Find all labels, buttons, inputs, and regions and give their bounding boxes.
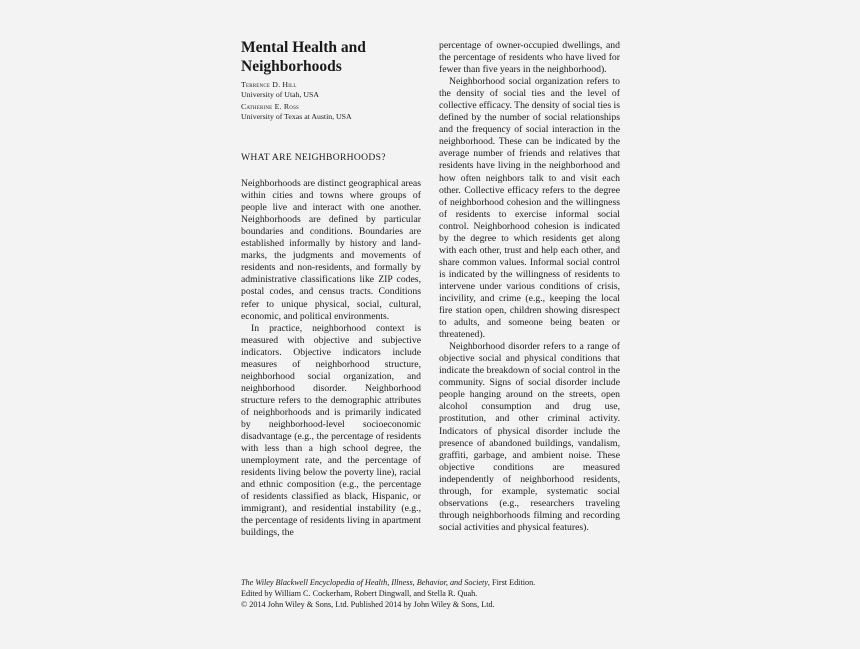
title-line-1: Mental Health and [241, 39, 366, 56]
publication-footer [241, 577, 641, 610]
author-block [241, 80, 421, 122]
article-title [241, 38, 421, 76]
footer-editors: Edited by William C. Cockerham, Robert Dingwall, and Stella R. Quah. [241, 589, 478, 598]
right-column [439, 40, 620, 534]
encyclopedia-title: The Wiley Blackwell Encyclopedia of Health, Illness, Behavior, and Society [241, 578, 488, 587]
author-1-name: Terrence D. Hill [241, 80, 297, 89]
author-2-affiliation: University of Texas at Austin, USA [241, 112, 352, 121]
author-1-affiliation: University of Utah, USA [241, 90, 319, 99]
edition-text: , First Edition. [487, 578, 536, 587]
paragraph: Neighborhood disorder refers to a range of objective social and physical conditions that indicate the breakdown of social control in the community. Signs of social disorder include people hanging around on the streets, open alcohol consumption and drug use, prostitution, and other criminal activity. Indicators of physical disorder include the presence of abandoned buildings, vandalism, graffiti, garbage, and ambient noise. These objective conditions are measured independently of neighborhood residents, through, for example, systematic social observations (e.g., researchers traveling through neighborhoods filming and recording social activities and physical features). [439, 341, 620, 533]
paragraph: Neighborhoods are distinct geographical areas within cities and towns where groups of people live and interact with one another. Neighborhoods are defined by particular boundaries and conditions. Boundaries are established informally by history and land-marks, the judgments and movements of residents and non-residents, and formally by administrative classifications like ZIP codes, postal codes, and census tracts. Conditions refer to unique physical, social, cultural, economic, and political environments. [241, 178, 421, 322]
footer-copyright: © 2014 John Wiley & Sons, Ltd. Published 2014 by John Wiley & Sons, Ltd. [241, 600, 495, 609]
section-heading: WHAT ARE NEIGHBORHOODS? [241, 152, 386, 163]
paragraph: In practice, neighborhood context is measured with objective and subjective indicators. Objective indicators include measures of neighborhood structure, neighborhood social organization, and neighborhood disorder. Neighborhood structure refers to the demographic attributes of neighborhoods and is primarily indicated by neighborhood-level socioeconomic disadvantage (e.g., the percentage of residents with less than a high school degree, the unemployment rate, and the percentage of residents living below the poverty line), racial and ethnic composition (e.g., the percentage of residents classified as black, Hispanic, or immigrant), and residential instability (e.g., the percentage of residents living in apartment buildings, the [241, 322, 421, 539]
title-line-2: Neighborhoods [241, 58, 342, 75]
paragraph: Neighborhood social organization refers to the density of social ties and the level of collective efficacy. The density of social ties is defined by the number of social relationships and the frequency of social interaction in the neighborhood. These can be indicated by the average number of friends and relatives that residents have living in the neighborhood and how often neighbors talk to and visit each other. Collective efficacy refers to the degree of neighborhood cohesion and the willingness of residents to exercise informal social control. Neighborhood cohesion is indicated by the degree to which residents get along with each other, trust and help each other, and share common values. Informal social control is indicated by the willingness of residents to intervene under various conditions of crisis, incivility, and crime (e.g., keeping the local fire station open, children showing disrespect to adults, and someone being beaten or threatened). [439, 76, 620, 341]
paragraph: percentage of owner-occupied dwellings, and the percentage of residents who have lived for fewer than five years in the neighborhood). [439, 40, 620, 76]
left-column [241, 38, 421, 539]
footer-citation [241, 577, 641, 588]
author-2-name: Catherine E. Ross [241, 102, 300, 111]
